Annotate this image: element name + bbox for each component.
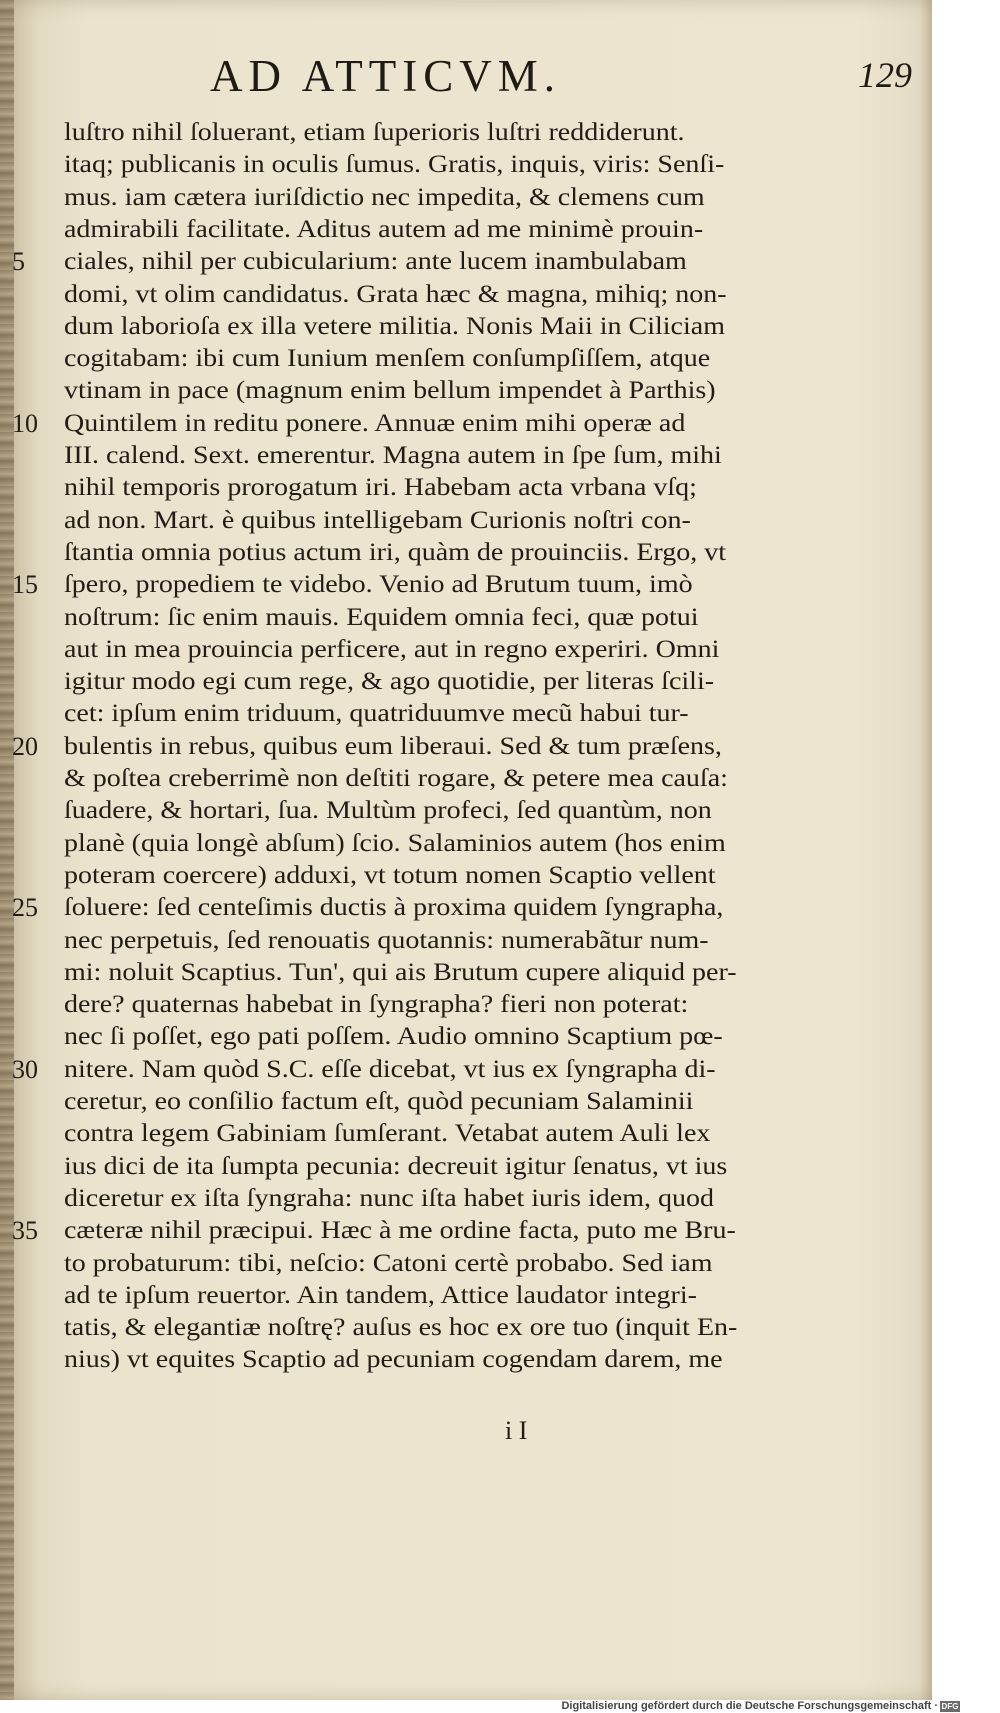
text-line: dum laborioſa ex illa vetere militia. Nonis Maii in Ciliciam xyxy=(64,312,725,340)
text-line: ſoluere: ſed centeſimis ductis à proxima quidem ſyngrapha, xyxy=(64,894,724,922)
text-line: itaq; publicanis in oculis ſumus. Gratis, inquis, viris: Senſi- xyxy=(64,151,725,179)
text-line: mus. iam cætera iuriſdictio nec impedita, & clemens cum xyxy=(64,183,705,211)
text-line: bulentis in rebus, quibus eum liberaui. Sed & tum præſens, xyxy=(64,732,722,760)
text-line: nius) vt equites Scaptio ad pecuniam cogendam darem, me xyxy=(64,1346,723,1374)
text-line: ad te ipſum reuertor. Ain tandem, Attice laudator integri- xyxy=(64,1281,697,1309)
text-line: noſtrum: ſic enim mauis. Equidem omnia feci, quæ potui xyxy=(64,603,699,631)
text-line: nihil temporis prorogatum iri. Habebam acta vrbana vſq; xyxy=(64,474,697,502)
text-line: poteram coercere) adduxi, vt totum nomen Scaptio vellent xyxy=(64,861,716,889)
text-line: III. calend. Sext. emerentur. Magna autem in ſpe ſum, mihi xyxy=(64,442,722,469)
line-number-marker: 20 xyxy=(12,731,38,761)
text-line: cet: ipſum enim triduum, quatriduumve mecũ habui tur- xyxy=(64,700,689,728)
dfg-logo-icon: DFG xyxy=(941,1702,959,1711)
text-line: to probaturum: tibi, neſcio: Catoni certè probabo. Sed iam xyxy=(64,1249,713,1277)
text-line: nec ſi poſſet, ego pati poſſem. Audio omnino Scaptium pœ- xyxy=(64,1023,723,1051)
text-line: Quintilem in reditu ponere. Annuæ enim mihi operæ ad xyxy=(64,409,686,437)
text-line: diceretur ex iſta ſyngraha: nunc iſta habet iuris idem, quod xyxy=(64,1184,715,1212)
running-head: AD ATTICVM. xyxy=(210,51,562,101)
line-number-marker: 25 xyxy=(12,893,38,923)
text-line: mi: noluit Scaptius. Tun', qui ais Brutum cupere aliquid per- xyxy=(64,958,737,986)
text-line: ſpero, propediem te videbo. Venio ad Brutum tuum, imò xyxy=(64,571,693,599)
text-line: tatis, & elegantiæ noſtrę? auſus es hoc ex ore tuo (inquit En- xyxy=(64,1314,738,1342)
text-line: luſtro nihil ſoluerant, etiam ſuperioris luſtri reddiderunt. xyxy=(64,119,685,146)
scan-margin xyxy=(932,0,1000,1713)
line-number-marker: 30 xyxy=(12,1054,38,1084)
footer-credit: Digitalisierung gefördert durch die Deutsche Forschungsgemeinschaft · xyxy=(561,1700,938,1712)
text-line: contra legem Gabiniam ſumſerant. Vetabat autem Auli lex xyxy=(64,1120,711,1148)
line-number-marker: 15 xyxy=(12,570,38,600)
text-line: ſtantia omnia potius actum iri, quàm de prouinciis. Ergo, vt xyxy=(64,538,727,566)
text-line: ſuadere, & hortari, ſua. Multùm profeci, ſed quantùm, non xyxy=(64,797,712,825)
text-line: dere? quaternas habebat in ſyngrapha? fieri non poterat: xyxy=(64,991,689,1019)
text-line: domi, vt olim candidatus. Grata hæc & magna, mihiq; non- xyxy=(64,280,727,308)
signature-mark: i I xyxy=(505,1416,528,1445)
text-line: vtinam in pace (magnum enim bellum impendet à Parthis) xyxy=(64,377,716,405)
line-number-marker: 35 xyxy=(12,1216,38,1246)
text-line: ciales, nihil per cubicularium: ante lucem inambulabam xyxy=(64,248,687,276)
text-line: ceretur, eo conſilio factum eſt, quòd pecuniam Salaminii xyxy=(64,1088,694,1115)
text-line: ius dici de ita ſumpta pecunia: decreuit igitur ſenatus, vt ius xyxy=(64,1152,728,1180)
line-number-marker: 5 xyxy=(12,247,25,277)
text-line: planè (quia longè abſum) ſcio. Salaminios autem (hos enim xyxy=(64,829,726,857)
text-line: nec perpetuis, ſed renouatis quotannis: numerabãtur num- xyxy=(64,926,709,954)
text-line: admirabili facilitate. Aditus autem ad me minimè prouin- xyxy=(64,215,704,243)
page-number: 129 xyxy=(858,55,912,95)
text-line: cogitabam: ibi cum Iunium menſem conſumpſiſſem, atque xyxy=(64,345,711,373)
text-line: igitur modo egi cum rege, & ago quotidie, per literas ſcili- xyxy=(64,668,715,696)
text-line: aut in mea prouincia perficere, aut in regno experiri. Omni xyxy=(64,635,720,663)
text-line: ad non. Mart. è quibus intelligebam Curionis noſtri con- xyxy=(64,506,691,534)
footer-bar xyxy=(0,1700,1000,1713)
text-line: cæteræ nihil præcipui. Hæc à me ordine facta, puto me Bru- xyxy=(64,1217,736,1245)
text-line: nitere. Nam quòd S.C. eſſe dicebat, vt ius ex ſyngrapha di- xyxy=(64,1055,716,1083)
text-line: & poſtea creberrimè non deſtiti rogare, & petere mea cauſa: xyxy=(64,765,728,792)
line-number-marker: 10 xyxy=(12,408,38,438)
